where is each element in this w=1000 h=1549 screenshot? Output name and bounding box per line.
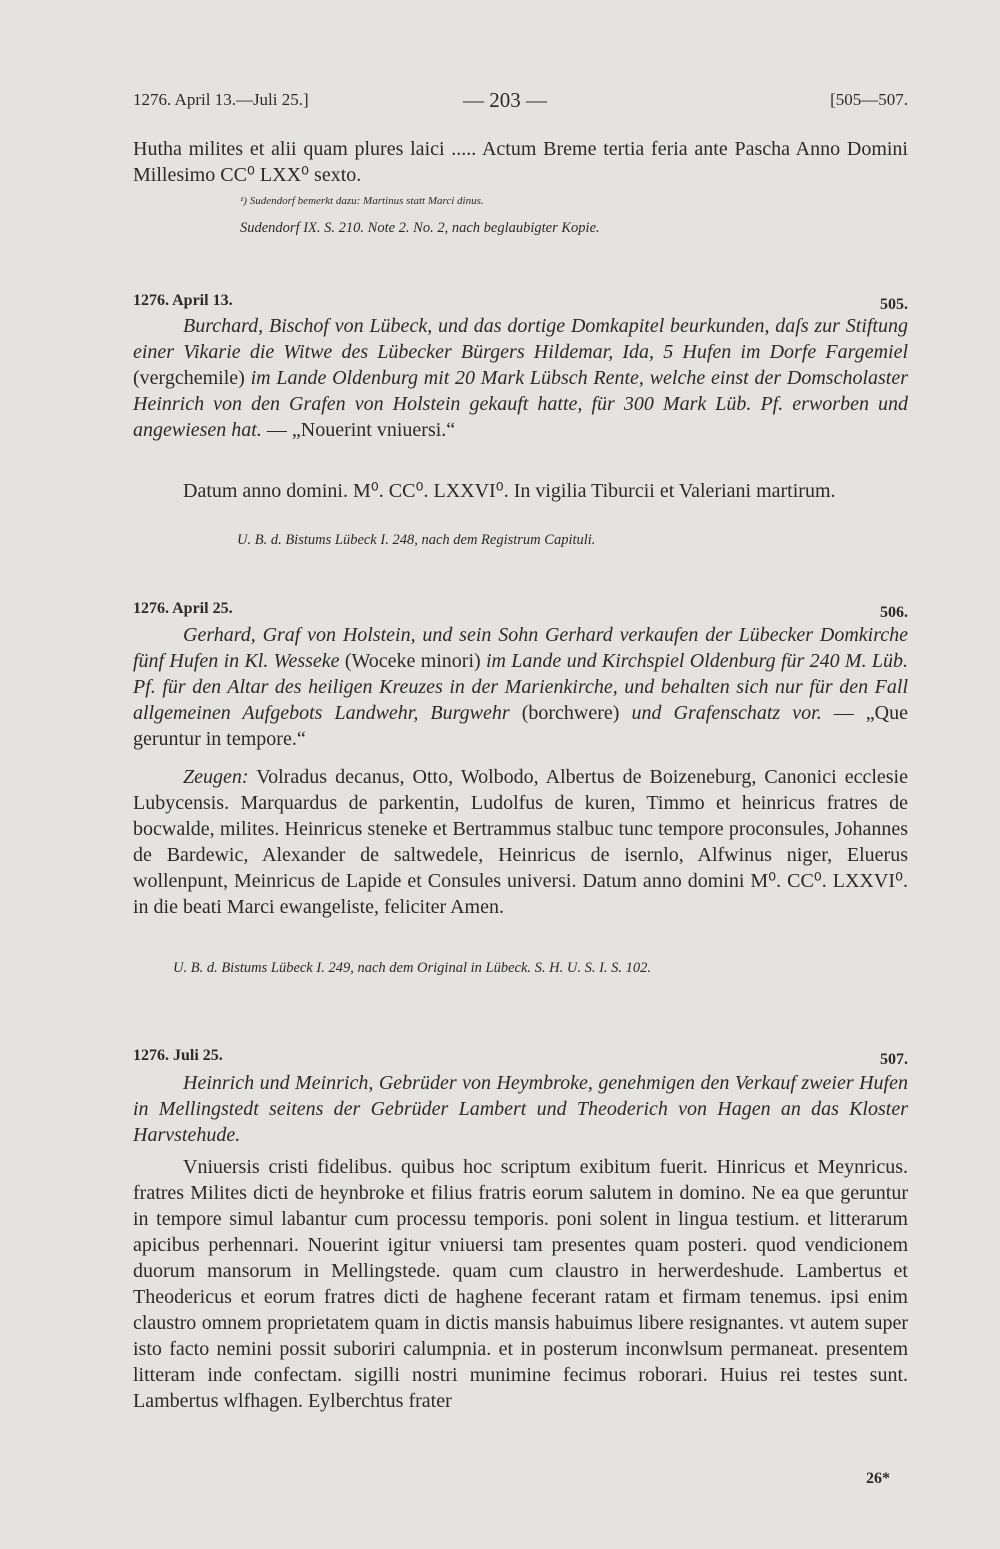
previous-document-tail: Hutha milites et alii quam plures laici ..... Actum Breme tertia feria ante Pascha Anno Domini Millesimo CC⁰ LXX⁰ sexto. <box>133 138 908 186</box>
document-number: 507. <box>880 1051 908 1068</box>
document-505-datum: Datum anno domini. M⁰. CC⁰. LXXVI⁰. In vigilia Tiburcii et Valeriani martirum. <box>183 480 836 502</box>
source-citation: Sudendorf IX. S. 210. Note 2. No. 2, nach beglaubigter Kopie. <box>240 220 600 236</box>
document-507-text: Vniuersis cristi fidelibus. quibus hoc scriptum exibitum fuerit. Hinricus et Meynricus. fratres Milites dicti de heynbroke et filius fratris eorum salutem in domino. Ne ea que geruntur in tempore simul labantur cum processu temporis. poni solent in lingua testium. et litterarum apicibus perhennari. Nouerint igitur vniuersi tam presentes quam posteri. quod vendicionem duorum mansorum in Mellingstede. quam cum claustro in herwerdeshude. Lambertus et Theodericus et eorum fratres dicti de haghene fecerant ratam et firmam tenemus. ipsi enim claustro omnem proprietatem quam in dictis mansis habuimus libere resignantes. vt autem super isto facto nemini possit suboriri calumpnia. et in posterum inconwlsum permaneat. presentem litteram inde confectam. sigilli nostri munimine fecimus roborari. Huius rei testes sunt. Lambertus wlfhagen. Eylberchtus frater <box>133 1156 908 1412</box>
source-citation: U. B. d. Bistums Lübeck I. 249, nach dem Original in Lübeck. S. H. U. S. I. S. 102. <box>173 960 652 976</box>
regest-parenthetical: (vergchemile) <box>133 367 251 389</box>
document-506-witnesses <box>133 764 908 920</box>
source-citation: U. B. d. Bistums Lübeck I. 248, nach dem Registrum Capituli. <box>237 532 596 548</box>
document-number: 506. <box>880 604 908 621</box>
document-505-heading <box>133 290 908 314</box>
document-date: 1276. April 13. <box>133 292 233 309</box>
document-505-regest <box>133 313 908 443</box>
document-507-regest: Heinrich und Meinrich, Gebrüder von Heymbroke, genehmigen den Verkauf zweier Hufen in Mellingstedt seitens der Gebrüder Lambert und Theoderich von Hagen an das Kloster Harvstehude. <box>133 1072 908 1146</box>
regest-text: und Grafenschatz vor. <box>631 702 822 724</box>
regest-text: im Lande und Kirchspiel Oldenburg für 240 M. Lüb. Pf. für den Altar des heiligen Kreuzes in der Marienkirche, und behalten sich nur für den Fall allgemeinen Aufgebots Landwehr, Burgwehr <box>133 650 908 724</box>
incipit: — „Que geruntur in tempore.“ <box>133 702 908 750</box>
document-506-regest <box>133 622 908 752</box>
document-date: 1276. Juli 25. <box>133 1047 223 1064</box>
page-number: — 203 — <box>463 88 547 112</box>
witness-list: Volradus decanus, Otto, Wolbodo, Albertus de Boizeneburg, Canonici ecclesie Lubycensis. Marquardus de parkentin, Ludolfus de kuren, Timmo et heinricus fratres de bocwalde, milites. Heinricus steneke et Bertrammus stalbuc tunc tempore proconsules, Johannes de Bardewic, Alexander de saltwedele, Heinricus de isernlo, Alfwinus niger, Eluerus wollenpunt, Meinricus de Lapide et Consules universi. Datum anno domini M⁰. CC⁰. LXXVI⁰. in die beati Marci ewangeliste, feliciter Amen. <box>133 766 908 918</box>
document-date: 1276. April 25. <box>133 600 233 617</box>
header-doc-range: [505—507. <box>830 90 908 109</box>
document-507-heading <box>133 1045 908 1069</box>
regest-text: Gerhard, Graf von Holstein, und sein Sohn Gerhard verkaufen der Lübecker Domkirche fünf Hufen in Kl. Wesseke <box>133 624 908 672</box>
regest-text: Burchard, Bischof von Lübeck, und das dortige Domkapitel beurkunden, daſs zur Stiftung einer Vikarie die Witwe des Lübecker Bürgers Hildemar, Ida, 5 Hufen im Dorfe Fargemiel <box>133 315 908 363</box>
regest-parenthetical: (Woceke minori) <box>339 650 486 672</box>
signature-mark: 26* <box>866 1470 890 1487</box>
document-number: 505. <box>880 296 908 313</box>
running-head <box>133 88 908 114</box>
document-506-heading <box>133 598 908 622</box>
regest-text: im Lande Oldenburg mit 20 Mark Lübsch Rente, welche einst der Domscholaster Heinrich von den Grafen von Holstein gekauft hatte, für 300 Mark Lüb. Pf. erworben und angewiesen hat. <box>133 367 909 441</box>
header-date-range: 1276. April 13.—Juli 25.] <box>133 90 309 109</box>
incipit: — „Nouerint vniuersi.“ <box>261 419 456 441</box>
regest-parenthetical: (borchwere) <box>509 702 632 724</box>
witness-label: Zeugen: <box>183 766 249 788</box>
footnote: ¹) Sudendorf bemerkt dazu: Martinus statt Marci dinus. <box>240 195 484 207</box>
